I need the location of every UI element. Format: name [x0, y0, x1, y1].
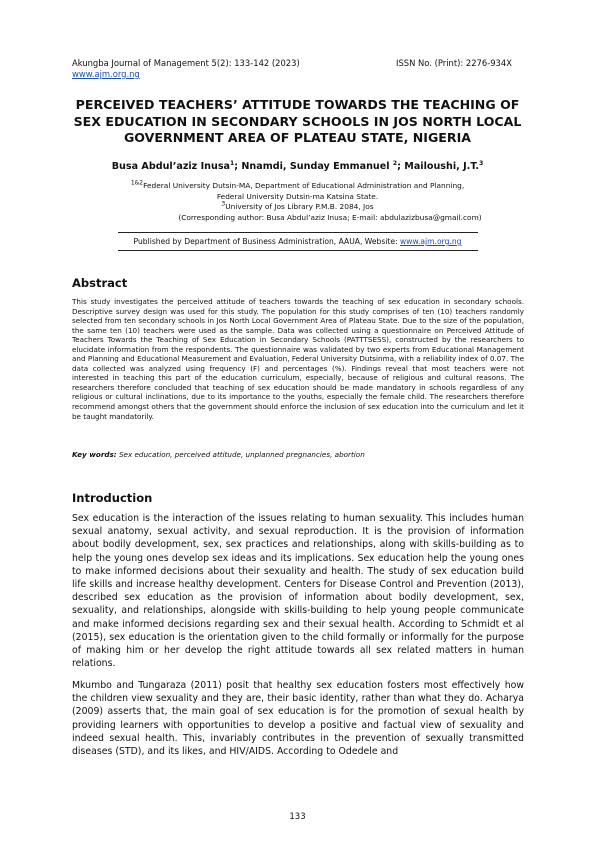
- issn: ISSN No. (Print): 2276-934X: [396, 58, 512, 68]
- divider-bottom: [118, 250, 478, 251]
- keywords-label: Key words:: [72, 450, 117, 459]
- affiliation-1-text: Federal University Dutsin-MA, Department of Educational Administration and Planning,: [143, 181, 465, 190]
- author-1: Busa Abdul’aziz Inusa: [111, 161, 231, 172]
- author-2: Nnamdi, Sunday Emmanuel: [241, 161, 393, 172]
- divider-top: [118, 232, 478, 233]
- published-by: [60, 237, 535, 246]
- author-3-sup: 3: [479, 159, 484, 167]
- intro-paragraph-2: Mkumbo and Tungaraza (2011) posit that healthy sex education fosters most effectively how the children view sexuality and they are, their basic identity, rather than what they do. Acharya (2009) asserts that, the main goal of sex education is for the promotion of sexual health by providing learners with opportunities to develop a positive and factual view of sexuality and indeed sexual health. This, invariably contributes in the prevention of sexually transmitted diseases (STD), and its likes, and HIV/AIDS. According to Odedele and: [72, 680, 524, 758]
- corresponding-author: (Corresponding author: Busa Abdul’aziz Inusa; E-mail: abdulazizbusa@gmail.com): [178, 213, 482, 222]
- abstract-heading: Abstract: [72, 276, 128, 290]
- keywords-list: Sex education, perceived attitude, unplanned pregnancies, abortion: [116, 450, 365, 459]
- journal-url-link[interactable]: www.ajm.org.ng: [72, 69, 140, 79]
- author-3: Mailoushi, J.T.: [404, 161, 480, 172]
- keywords: [72, 450, 365, 459]
- author-list: [60, 161, 535, 172]
- affiliation-2: [0, 202, 595, 212]
- affiliation-1-sup: 1&2: [130, 179, 144, 187]
- author-1-sup: 1: [230, 159, 235, 167]
- author-separator: ;: [397, 161, 405, 172]
- page-number: 133: [289, 812, 306, 822]
- author-2-sup: 2: [392, 159, 398, 167]
- abstract-text: This study investigates the perceived attitude of teachers towards the teaching of sex education in secondary schools. Descriptive survey design was used for this study. The population for this study comprises of ten (10) teachers randomly selected from ten secondary schools in Jos North Local Government Area of Plateau State. Due to the size of the population, the same ten (10) teachers were used as the sample. Data was collected using a questionnaire on Perceived Attitude of Teachers Towards the Teaching of Sex Education in Secondary Schools (PATTTSESS), constructed by the researchers to elucidate information from the respondents. The questionnaire was validated by two experts from Educational Management and Planning and Educational Measurement and Evaluation, Federal University Dutsinma, with a reliability index of 0.07. The data collected was analyzed using frequency (F) and percentages (%). Findings reveal that most teachers were not interested in teaching this part of the education curriculum, especially, because of religious and cultural reasons. The researchers therefore concluded that teaching of sex education should be made mandatory in schools regardless of any religious or cultural inclinations, due to its importance to the youths, especially the female child. The researchers therefore recommend amongst others that the government should enforce the inclusion of sex education into the curriculum and let it be taught mandatorily.: [72, 297, 524, 421]
- journal-citation: Akungba Journal of Management 5(2): 133-142 (2023): [72, 58, 300, 68]
- affiliation-1: [0, 181, 595, 191]
- paper-title: PERCEIVED TEACHERS’ ATTITUDE TOWARDS THE TEACHING OF SEX EDUCATION IN SECONDARY SCHOOLS IN JOS NORTH LOCAL GOVERNMENT AREA OF PLATEAU STATE, NIGERIA: [73, 97, 522, 145]
- affiliation-2-sup: 3: [221, 200, 226, 208]
- affiliation-1b: Federal University Dutsin-ma Katsina State.: [216, 192, 379, 201]
- affiliation-2-text: University of Jos Library P.M.B. 2084, Jos: [225, 202, 374, 211]
- intro-paragraph-1: Sex education is the interaction of the issues relating to human sexuality. This includes human sexual anatomy, sexual activity, and sexual reproduction. It is the provision of information about bodily development, sex, sex practices and relationships, along with skills-building as to help the young ones develop sex ideas and its implications. Sex education help the young ones to make informed decisions about their sexuality and health. The study of sex education build life skills and increase healthy development. Centers for Disease Control and Prevention (2013), described sex education as the provision of information about bodily development, sex, sexuality, and relationships, alongside with skills-building to help young people communicate and make informed decisions regarding sex and their sexual health. According to Schmidt et al (2015), sex education is the orientation given to the child formally or informally for the purpose of making him or her develop the right attitude towards all sex related matters in human relations.: [72, 513, 524, 670]
- published-url-link[interactable]: www.ajm.org.ng: [400, 237, 462, 246]
- author-separator: ;: [234, 161, 242, 172]
- published-by-text: Published by Department of Business Administration, AAUA, Website:: [133, 237, 401, 246]
- introduction-heading: Introduction: [72, 491, 153, 505]
